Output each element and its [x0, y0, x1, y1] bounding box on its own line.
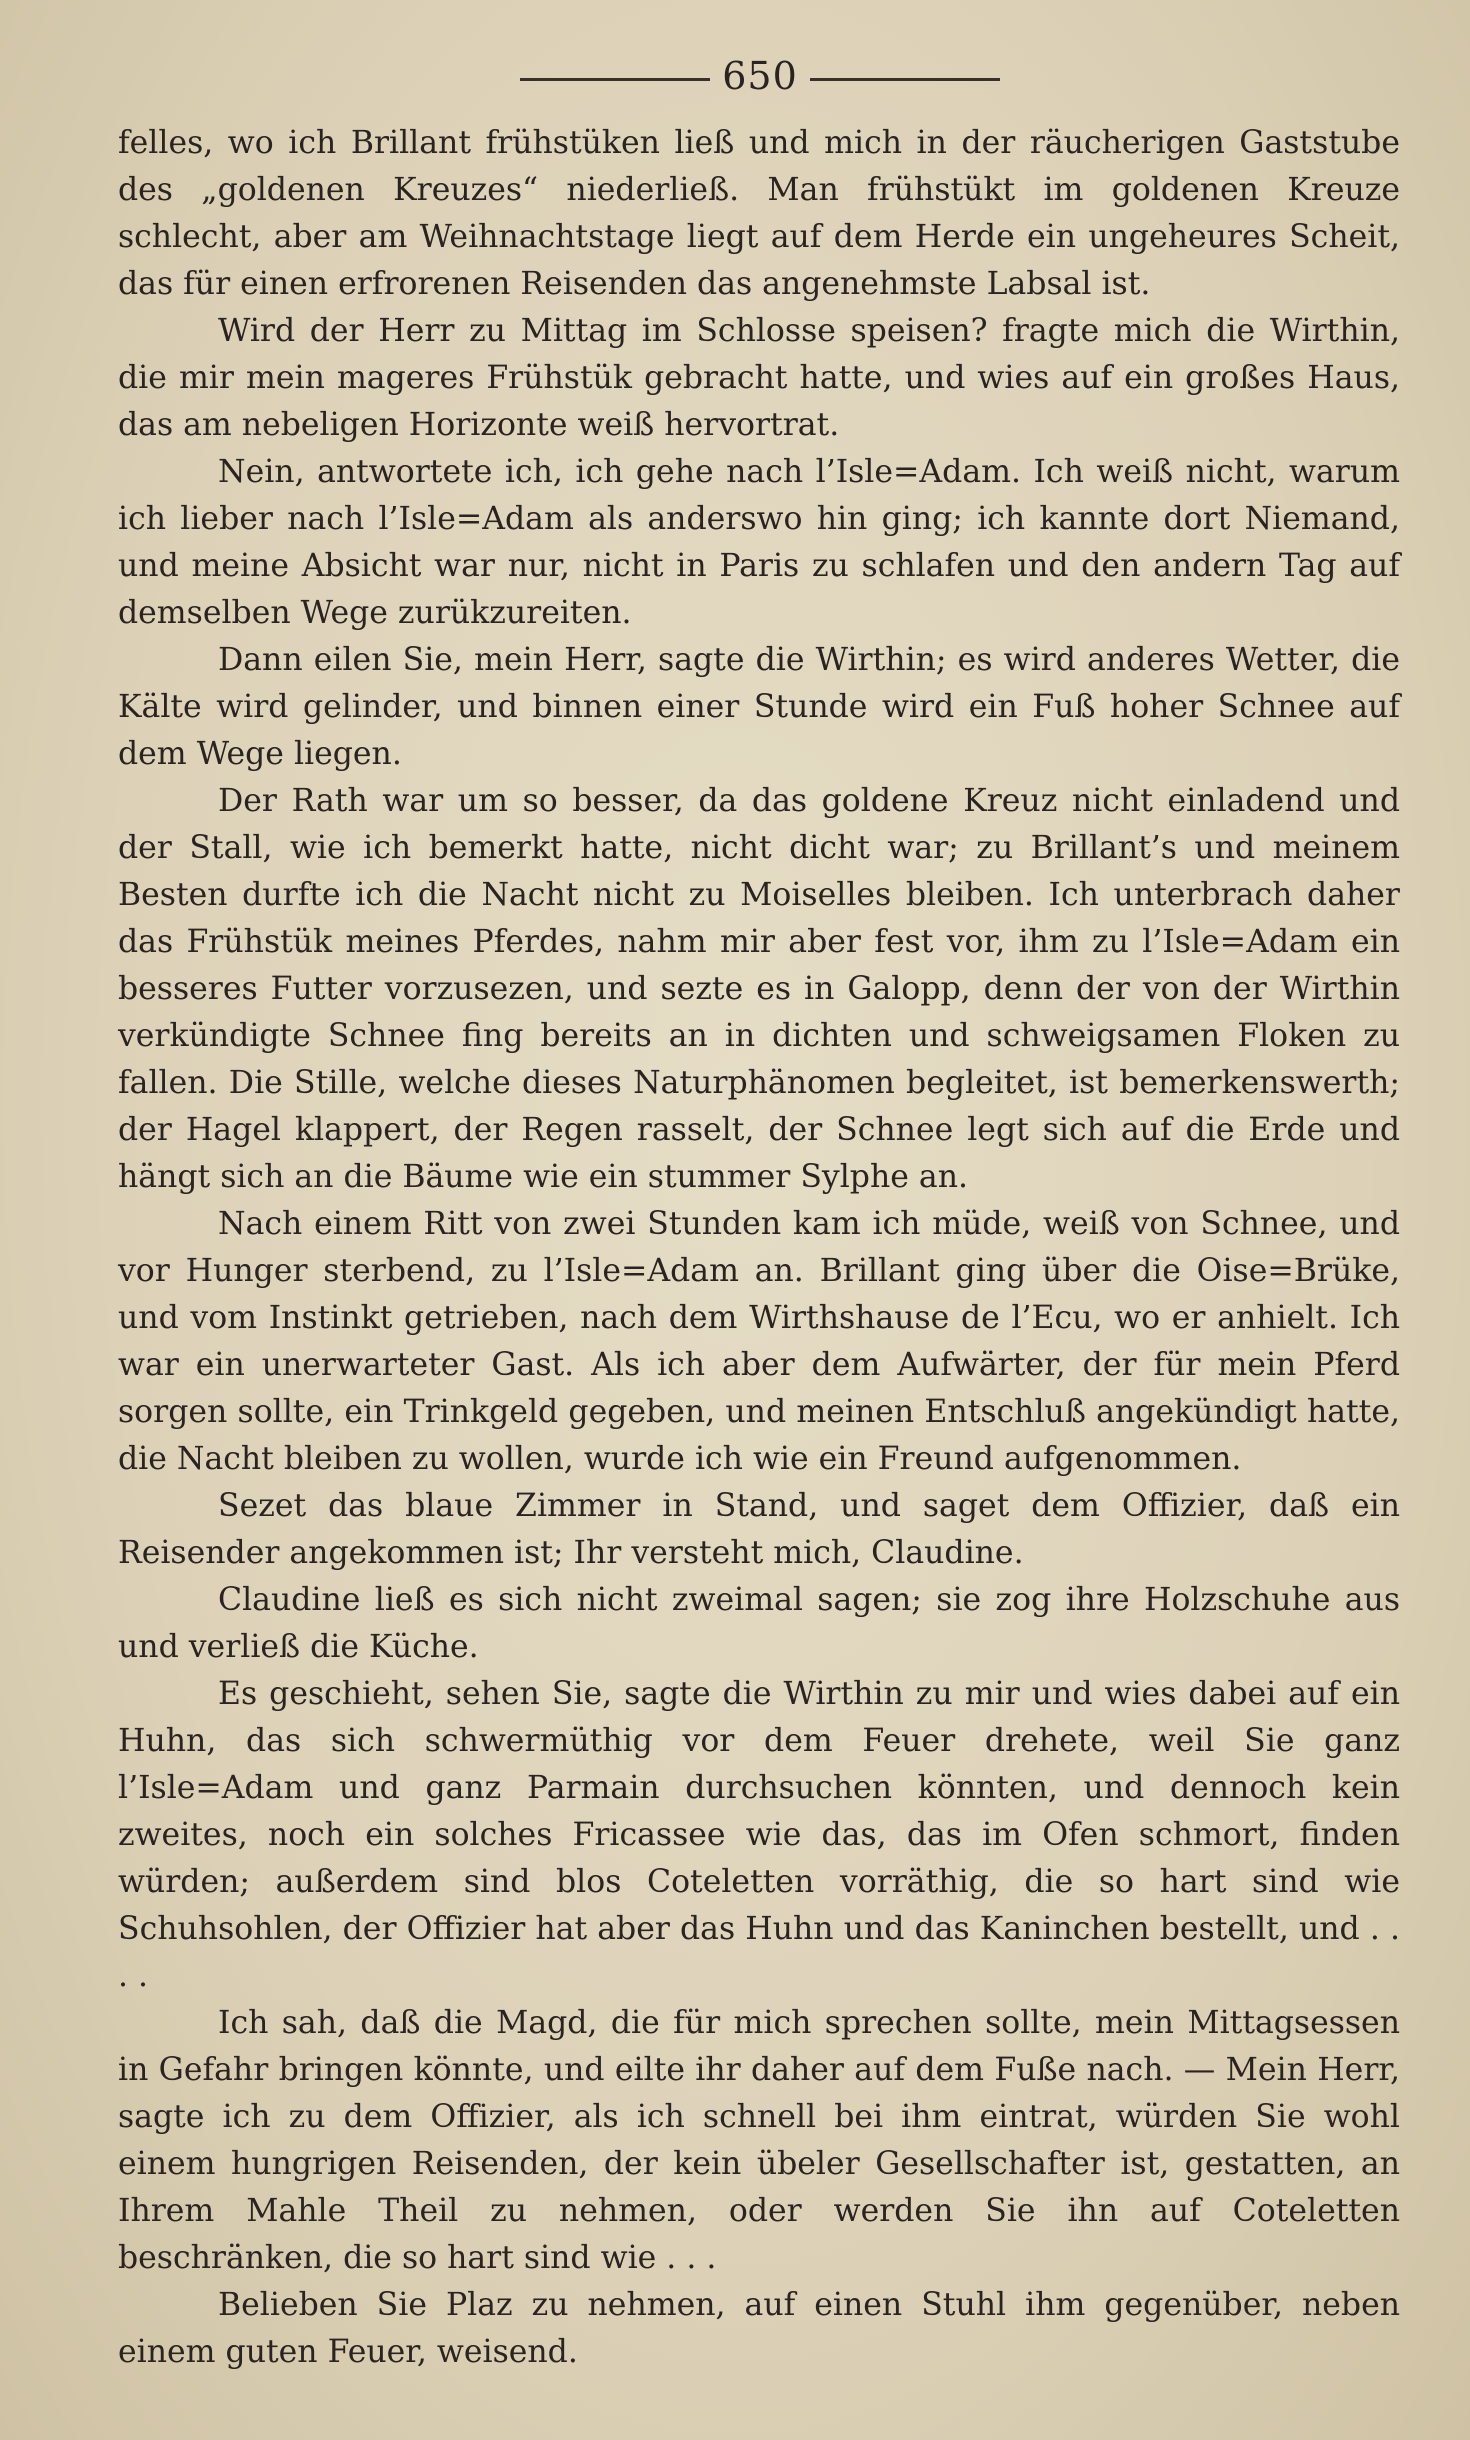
paragraph: Sezet das blaue Zimmer in Stand, und saget dem Offizier, daß ein Reisender angekommen ist; Ihr versteht mich, Claudine. [118, 1488, 1400, 1571]
paragraph: Wird der Herr zu Mittag im Schlosse speisen? fragte mich die Wirthin, die mir mein mageres Frühstük gebracht hatte, und wies auf ein großes Haus, das am nebeligen Horizonte weiß hervortrat. [118, 313, 1400, 443]
paragraph: Der Rath war um so besser, da das goldene Kreuz nicht einladend und der Stall, wie ich bemerkt hatte, nicht dicht war; zu Brillant’s und meinem Besten durfte ich die Nacht nicht zu Moiselles bleiben. Ich unterbrach daher das Frühstük meines Pferdes, nahm mir aber fest vor, ihm zu l’Isle=Adam ein besseres Futter vorzusezen, und sezte es in Galopp, denn der von der Wirthin verkündigte Schnee fing bereits an in dichten und schweigsamen Floken zu fallen. Die Stille, welche dieses Naturphänomen begleitet, ist bemerkenswerth; der Hagel klappert, der Regen rasselt, der Schnee legt sich auf die Erde und hängt sich an die Bäume wie ein stummer Sylphe an. [118, 783, 1400, 1195]
paragraph: Ich sah, daß die Magd, die für mich sprechen sollte, mein Mittagsessen in Gefahr bringen könnte, und eilte ihr daher auf dem Fuße nach. — Mein Herr, sagte ich zu dem Offizier, als ich schnell bei ihm eintrat, würden Sie wohl einem hungrigen Reisenden, der kein übeler Gesellschafter ist, gestatten, an Ihrem Mahle Theil zu nehmen, oder werden Sie ihn auf Coteletten beschränken, die so hart sind wie . . . [118, 2005, 1400, 2276]
header-rule-left [520, 78, 710, 81]
paragraph: Es geschieht, sehen Sie, sagte die Wirthin zu mir und wies dabei auf ein Huhn, das sich schwermüthig vor dem Feuer drehete, weil Sie ganz l’Isle=Adam und ganz Parmain durchsuchen könnten, und dennoch kein zweites, noch ein solches Fricassee wie das, das im Ofen schmort, finden würden; außerdem sind blos Coteletten vorräthig, die so hart sind wie Schuhsohlen, der Offizier hat aber das Huhn und das Kaninchen bestellt, und . . . . [118, 1676, 1400, 1994]
paragraph: Nach einem Ritt von zwei Stunden kam ich müde, weiß von Schnee, und vor Hunger sterbend, zu l’Isle=Adam an. Brillant ging über die Oise=Brüke, und vom Instinkt getrieben, nach dem Wirthshause de l’Ecu, wo er anhielt. Ich war ein unerwarteter Gast. Als ich aber dem Aufwärter, der für mein Pferd sorgen sollte, ein Trinkgeld gegeben, und meinen Entschluß angekündigt hatte, die Nacht bleiben zu wollen, wurde ich wie ein Freund aufgenommen. [118, 1206, 1400, 1477]
header-rule-right [810, 78, 1000, 81]
page-number: 650 [722, 54, 798, 98]
paragraph: Claudine ließ es sich nicht zweimal sagen; sie zog ihre Holzschuhe aus und verließ die Küche. [118, 1582, 1400, 1665]
paragraph: felles, wo ich Brillant frühstüken ließ und mich in der räucherigen Gaststube des „goldenen Kreuzes“ niederließ. Man frühstükt im goldenen Kreuze schlecht, aber am Weihnachtstage liegt auf dem Herde ein ungeheures Scheit, das für einen erfrorenen Reisenden das angenehmste Labsal ist. [118, 125, 1400, 302]
paragraph: Nein, antwortete ich, ich gehe nach l’Isle=Adam. Ich weiß nicht, warum ich lieber nach l’Isle=Adam als anderswo hin ging; ich kannte dort Niemand, und meine Absicht war nur, nicht in Paris zu schlafen und den andern Tag auf demselben Wege zurükzureiten. [118, 454, 1400, 631]
paragraph: Belieben Sie Plaz zu nehmen, auf einen Stuhl ihm gegenüber, neben einem guten Feuer, weisend. [118, 2287, 1400, 2370]
body-text [118, 120, 1400, 2376]
paragraph: Dann eilen Sie, mein Herr, sagte die Wirthin; es wird anderes Wetter, die Kälte wird gelinder, und binnen einer Stunde wird ein Fuß hoher Schnee auf dem Wege liegen. [118, 642, 1400, 772]
page-header [0, 48, 1470, 108]
